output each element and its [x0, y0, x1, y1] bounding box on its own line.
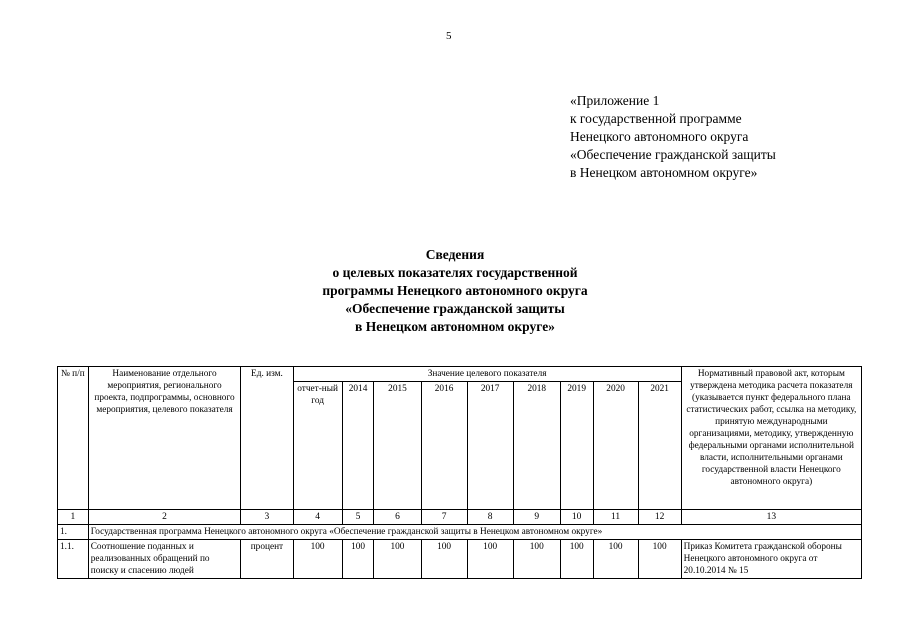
row-value: 100	[374, 540, 421, 579]
row-value: 100	[467, 540, 513, 579]
title-line: в Ненецком автономном округе»	[355, 319, 555, 334]
header-year: 2017	[467, 382, 513, 510]
document-title	[0, 246, 905, 336]
header-year: 2021	[638, 382, 681, 510]
table-row	[58, 540, 862, 579]
column-number: 6	[374, 510, 421, 525]
column-number: 9	[513, 510, 560, 525]
title-line: «Обеспечение гражданской защиты	[345, 301, 565, 316]
appendix-line: «Приложение 1	[570, 93, 660, 108]
row-value: 100	[513, 540, 560, 579]
header-report-year: отчет-ный год	[293, 382, 342, 510]
column-number: 10	[560, 510, 593, 525]
header-num: № п/п	[58, 367, 89, 510]
column-number: 12	[638, 510, 681, 525]
header-unit: Ед. изм.	[241, 367, 293, 510]
row-unit: процент	[241, 540, 293, 579]
column-number: 11	[593, 510, 638, 525]
appendix-line: «Обеспечение гражданской защиты	[570, 147, 776, 162]
header-normative: Нормативный правовой акт, которым утверждена методика расчета показателя (указывается пункт федерального плана статистических работ, ссылка на методику, принятую международными организациями, методику, утвержденную федеральными органами исполнительной власти, исполнительными органами государственной власти Ненецкого автономного округа)	[681, 367, 861, 510]
title-line: программы Ненецкого автономного округа	[322, 283, 588, 298]
column-numbers-row	[58, 510, 862, 525]
row-value: 100	[593, 540, 638, 579]
appendix-line: в Ненецком автономном округе»	[570, 165, 758, 180]
appendix-line: Ненецкого автономного округа	[570, 129, 749, 144]
column-number: 2	[88, 510, 241, 525]
row-value: 100	[560, 540, 593, 579]
row-normative: Приказ Комитета гражданской обороны Ненецкого автономного округа от 20.10.2014 № 15	[681, 540, 861, 579]
header-year: 2018	[513, 382, 560, 510]
program-num: 1.	[58, 525, 89, 540]
row-name: Соотношение поданных и реализованных обращений по поиску и спасению людей	[88, 540, 241, 579]
header-value-group: Значение целевого показателя	[293, 367, 681, 382]
row-value: 100	[638, 540, 681, 579]
column-number: 5	[342, 510, 374, 525]
appendix-line: к государственной программе	[570, 111, 742, 126]
row-value: 100	[342, 540, 374, 579]
column-number: 4	[293, 510, 342, 525]
row-value: 100	[293, 540, 342, 579]
column-number: 8	[467, 510, 513, 525]
page-number: 5	[446, 30, 452, 42]
program-title: Государственная программа Ненецкого автономного округа «Обеспечение гражданской защиты в Ненецком автономном округе»	[88, 525, 861, 540]
header-year: 2014	[342, 382, 374, 510]
title-line: Сведения	[425, 247, 485, 262]
title-line: о целевых показателях государственной	[332, 265, 578, 280]
header-year: 2020	[593, 382, 638, 510]
column-number: 13	[681, 510, 861, 525]
column-number: 1	[58, 510, 89, 525]
program-row	[58, 525, 862, 540]
appendix-header	[570, 92, 776, 182]
header-year: 2015	[374, 382, 421, 510]
indicators-table	[57, 366, 862, 579]
row-value: 100	[421, 540, 467, 579]
header-year: 2016	[421, 382, 467, 510]
header-year: 2019	[560, 382, 593, 510]
column-number: 7	[421, 510, 467, 525]
column-number: 3	[241, 510, 293, 525]
row-num: 1.1.	[58, 540, 89, 579]
header-row-1	[58, 367, 862, 382]
header-name: Наименование отдельного мероприятия, регионального проекта, подпрограммы, основного мероприятия, целевого показателя	[88, 367, 241, 510]
